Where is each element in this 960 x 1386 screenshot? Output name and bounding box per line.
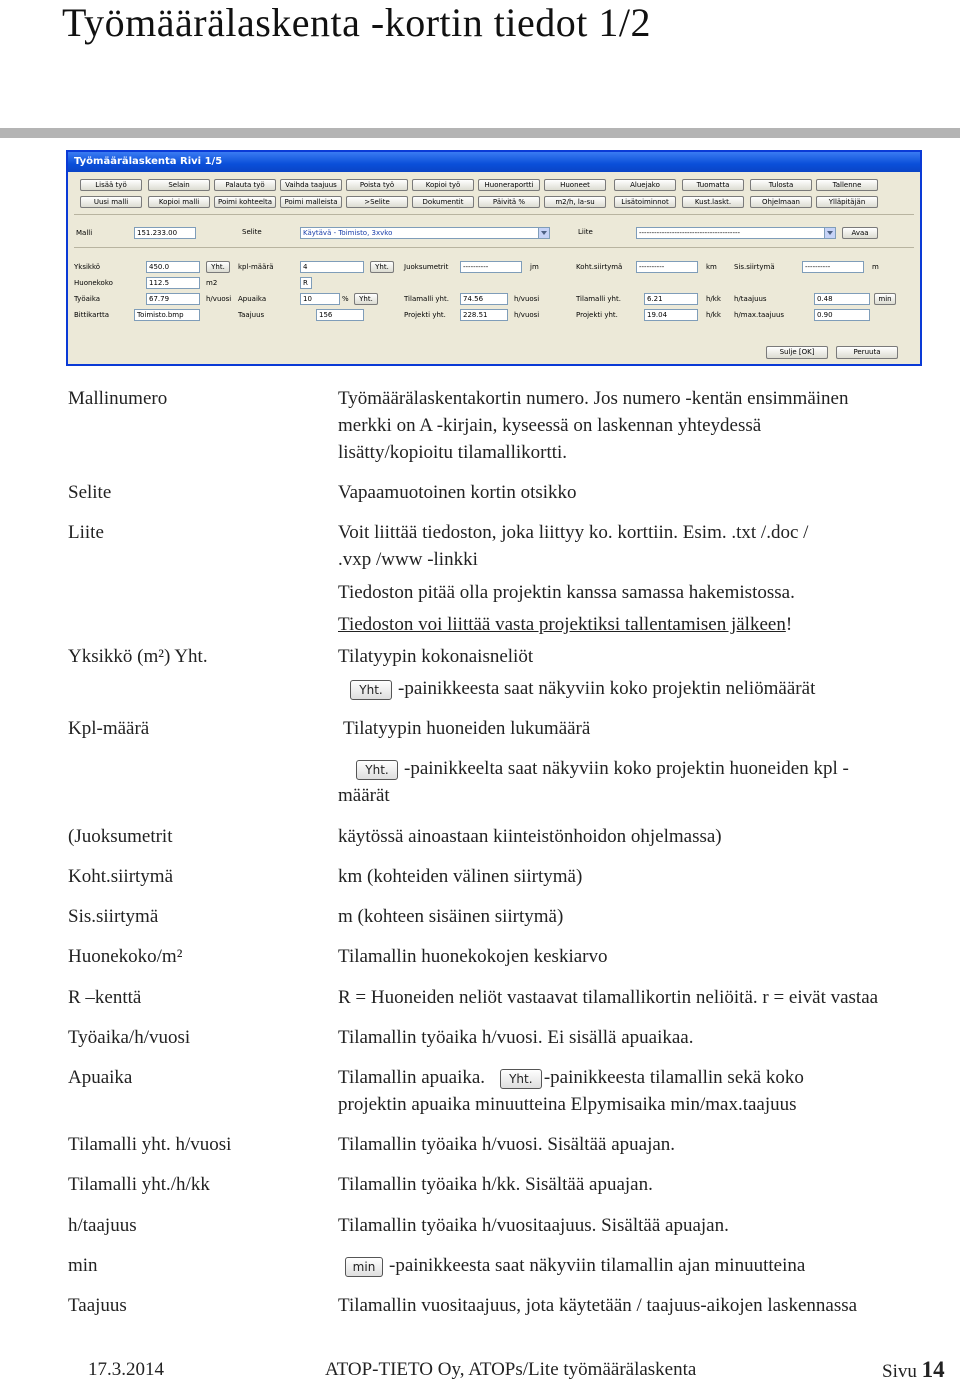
dialog-divider bbox=[74, 214, 914, 215]
desc-kpl-line1: Tilatyypin huoneiden lukumäärä bbox=[343, 718, 591, 739]
toolbar-button[interactable]: Päivitä % bbox=[478, 196, 540, 208]
desc-koht-siirtyma: km (kohteiden välinen siirtymä) bbox=[338, 866, 583, 887]
toolbar-button[interactable]: Poista työ bbox=[346, 179, 408, 191]
desc-liite-line3: Tiedoston pitää olla projektin kanssa samassa hakemistossa. bbox=[338, 582, 795, 603]
desc-yksikko-line2 bbox=[350, 676, 815, 702]
yksikko-label: Yksikkö bbox=[74, 263, 101, 271]
term-taajuus: Taajuus bbox=[68, 1295, 127, 1316]
desc-taajuus: Tilamallin vuositaajuus, jota käytetään / taajuus-aikojen laskennassa bbox=[338, 1295, 858, 1316]
toolbar-button[interactable]: Vaihda taajuus bbox=[280, 179, 342, 191]
desc-selite: Vapaamuotoinen kortin otsikko bbox=[338, 482, 577, 503]
term-r-kentta: R –kenttä bbox=[68, 987, 142, 1008]
taajuus-field[interactable]: 156 bbox=[316, 309, 364, 321]
term-selite: Selite bbox=[68, 482, 112, 503]
jm-unit: jm bbox=[530, 263, 539, 271]
dialog-screenshot bbox=[66, 150, 922, 366]
desc-min bbox=[345, 1253, 805, 1279]
desc-mallinumero-line2: merkki on A -kirjain, kyseessä on laskennan yhteydessä bbox=[338, 415, 762, 436]
taajuus-label: Taajuus bbox=[238, 311, 265, 319]
toolbar-button[interactable]: Lisätoiminnot bbox=[614, 196, 676, 208]
toolbar-button[interactable]: Huoneet bbox=[544, 179, 606, 191]
selite-label: Selite bbox=[242, 228, 262, 236]
toolbar-button[interactable]: Huoneraportti bbox=[478, 179, 540, 191]
desc-juoksumetrit: käytössä ainoastaan kiinteistönhoidon ohjelmassa) bbox=[338, 826, 722, 847]
percent-unit: % bbox=[342, 295, 349, 303]
apuaika-field[interactable]: 10 bbox=[300, 293, 340, 305]
bittikartta-label: Bittikartta bbox=[74, 311, 110, 319]
toolbar-button[interactable]: Ylläpitäjän bbox=[816, 196, 878, 208]
toolbar-button[interactable]: Ohjelmaan bbox=[750, 196, 812, 208]
desc-tyoaika: Tilamallin työaika h/vuosi. Ei sisällä apuaikaa. bbox=[338, 1027, 694, 1048]
m2-unit: m2 bbox=[206, 279, 218, 287]
koht-siirtyma-label: Koht.siirtymä bbox=[576, 263, 623, 271]
yht-button[interactable]: Yht. bbox=[354, 293, 378, 305]
selite-select[interactable] bbox=[300, 227, 550, 239]
term-juoksumetrit: (Juoksumetrit bbox=[68, 826, 173, 847]
term-koht-siirtyma: Koht.siirtymä bbox=[68, 866, 174, 887]
term-tyoaika: Työaika/h/vuosi bbox=[68, 1027, 191, 1048]
hkk-unit: h/kk bbox=[706, 295, 721, 303]
term-mallinumero: Mallinumero bbox=[68, 388, 168, 409]
hmaxtaajuus-label: h/max.taajuus bbox=[734, 311, 785, 319]
projekti-label: Projekti yht. bbox=[576, 311, 618, 319]
kpl-label: kpl-määrä bbox=[238, 263, 274, 271]
term-min: min bbox=[68, 1255, 98, 1276]
term-yksikko: Yksikkö (m²) Yht. bbox=[68, 646, 208, 667]
toolbar-button[interactable]: Lisää työ bbox=[80, 179, 142, 191]
desc-r-kentta: R = Huoneiden neliöt vastaavat tilamallikortin neliöitä. r = eivät vastaa bbox=[338, 987, 879, 1008]
dialog-title: Työmäärälaskenta Rivi 1/5 bbox=[68, 152, 920, 172]
projekti-label: Projekti yht. bbox=[404, 311, 446, 319]
toolbar-button[interactable]: Dokumentit bbox=[412, 196, 474, 208]
toolbar-button[interactable]: Poimi kohteelta bbox=[214, 196, 276, 208]
dialog-divider bbox=[74, 247, 914, 248]
malli-field[interactable]: 151.233.00 bbox=[134, 227, 196, 239]
desc-liite-note: Tiedoston voi liittää vasta projektiksi tallentamisen jälkeen bbox=[338, 614, 786, 635]
toolbar-button[interactable]: Kopioi malli bbox=[148, 196, 210, 208]
desc-yksikko-line1: Tilatyypin kokonaisneliöt bbox=[338, 646, 534, 667]
tyoaika-label: Työaika bbox=[74, 295, 101, 303]
yht-button[interactable]: Yht. bbox=[356, 760, 398, 780]
m-unit: m bbox=[872, 263, 879, 271]
term-liite: Liite bbox=[68, 522, 104, 543]
page-title: Työmäärälaskenta -kortin tiedot 1/2 bbox=[62, 0, 651, 45]
footer-title: ATOP-TIETO Oy, ATOPs/Lite työmäärälaskenta bbox=[325, 1359, 697, 1380]
desc-tilamalli-kk: Tilamallin työaika h/kk. Sisältää apuajan. bbox=[338, 1174, 653, 1195]
huonekoko-label: Huonekoko bbox=[74, 279, 113, 287]
toolbar-button[interactable]: >Selite bbox=[346, 196, 408, 208]
desc-h-taajuus: Tilamallin työaika h/vuositaajuus. Sisältää apuajan. bbox=[338, 1215, 729, 1236]
tilamalli-label: Tilamalli yht. bbox=[404, 295, 449, 303]
projekti-hvuosi-field[interactable]: 228.51 bbox=[460, 309, 508, 321]
toolbar-button[interactable]: Tallenne bbox=[816, 179, 878, 191]
hvuosi-unit: h/vuosi bbox=[514, 295, 540, 303]
desc-apuaika-text2: -painikkeesta tilamallin sekä koko bbox=[543, 1067, 804, 1088]
toolbar-button[interactable]: Tulosta bbox=[750, 179, 812, 191]
term-sis-siirtyma: Sis.siirtymä bbox=[68, 906, 159, 927]
htaajuus-field[interactable]: 0.48 bbox=[814, 293, 870, 305]
yht-button[interactable]: Yht. bbox=[206, 261, 230, 273]
koht-siirtyma-field[interactable]: ---------- bbox=[636, 261, 698, 273]
desc-min-text: -painikkeesta saat näkyviin tilamallin ajan minuutteina bbox=[389, 1255, 806, 1276]
desc-apuaika-line2: projektin apuaika minuutteina Elpymisaika min/max.taajuus bbox=[338, 1094, 797, 1115]
desc-mallinumero-line3: lisätty/kopioitu tilamallikortti. bbox=[338, 442, 568, 463]
kpl-field[interactable]: 4 bbox=[300, 261, 364, 273]
desc-tilamalli-vuosi: Tilamallin työaika h/vuosi. Sisältää apuajan. bbox=[338, 1134, 676, 1155]
peruuta-button[interactable]: Peruuta bbox=[836, 346, 898, 359]
juoksumetrit-field[interactable]: ---------- bbox=[460, 261, 522, 273]
desc-kpl-line2 bbox=[356, 756, 849, 782]
footer-date: 17.3.2014 bbox=[88, 1359, 164, 1380]
hvuosi-unit: h/vuosi bbox=[206, 295, 232, 303]
footer-page-number: 14 bbox=[921, 1357, 945, 1382]
desc-sis-siirtyma: m (kohteen sisäinen siirtymä) bbox=[338, 906, 564, 927]
term-kpl: Kpl-määrä bbox=[68, 718, 150, 739]
hkk-unit: h/kk bbox=[706, 311, 721, 319]
desc-kpl-line3: määrät bbox=[338, 785, 390, 806]
desc-mallinumero-line1: Työmäärälaskentakortin numero. Jos numero -kentän ensimmäinen bbox=[338, 388, 849, 409]
toolbar-button[interactable]: Poimi malleista bbox=[280, 196, 342, 208]
yksikko-field[interactable]: 450.0 bbox=[146, 261, 200, 273]
km-unit: km bbox=[706, 263, 717, 271]
projekti-hkk-field[interactable]: 19.04 bbox=[644, 309, 698, 321]
htaajuus-label: h/taajuus bbox=[734, 295, 767, 303]
avaa-button[interactable]: Avaa bbox=[842, 227, 878, 239]
toolbar-button[interactable]: Aluejako bbox=[614, 179, 676, 191]
footer-sivu-label: Sivu bbox=[882, 1361, 917, 1382]
term-h-taajuus: h/taajuus bbox=[68, 1215, 137, 1236]
selite-value: Käytävä - Toimisto, 3xvko bbox=[303, 229, 393, 237]
sis-siirtyma-label: Sis.siirtymä bbox=[734, 263, 775, 271]
huonekoko-field[interactable]: 112.5 bbox=[146, 277, 200, 289]
liite-select[interactable] bbox=[636, 227, 836, 239]
chevron-down-icon[interactable] bbox=[538, 228, 549, 238]
r-field[interactable]: R bbox=[300, 277, 312, 289]
yht-button[interactable]: Yht. bbox=[500, 1069, 542, 1089]
min-button[interactable]: min bbox=[345, 1257, 383, 1277]
desc-apuaika-text: Tilamallin apuaika. bbox=[338, 1067, 486, 1088]
footer-page bbox=[882, 1357, 945, 1385]
yht-button[interactable]: Yht. bbox=[350, 680, 392, 700]
term-huonekoko: Huonekoko/m² bbox=[68, 946, 183, 967]
desc-liite-line4 bbox=[338, 612, 792, 638]
toolbar-button[interactable]: Palauta työ bbox=[214, 179, 276, 191]
yht-button[interactable]: Yht. bbox=[370, 261, 394, 273]
tilamalli-hkk-field[interactable]: 6.21 bbox=[644, 293, 698, 305]
min-button[interactable]: min bbox=[874, 293, 896, 305]
apuaika-label: Apuaika bbox=[238, 295, 267, 303]
title-divider bbox=[0, 128, 960, 138]
toolbar-button[interactable]: Tuomatta bbox=[682, 179, 744, 191]
hvuosi-unit: h/vuosi bbox=[514, 311, 540, 319]
desc-apuaika-line1 bbox=[338, 1065, 804, 1091]
liite-label: Liite bbox=[578, 228, 593, 236]
desc-liite-line1: Voit liittää tiedoston, joka liittyy ko. korttiin. Esim. .txt /.doc / bbox=[338, 522, 809, 543]
liite-value: ---------------------------------------- bbox=[639, 229, 741, 237]
toolbar-button[interactable]: Kopioi työ bbox=[412, 179, 474, 191]
sis-siirtyma-field[interactable]: ---------- bbox=[802, 261, 864, 273]
desc-liite-line2: .vxp /www -linkki bbox=[338, 549, 478, 570]
juoksumetrit-label: Juoksumetrit bbox=[404, 263, 449, 271]
toolbar-button[interactable]: m2/h, la-su bbox=[544, 196, 606, 208]
malli-label: Malli bbox=[76, 229, 93, 237]
tilamalli-label: Tilamalli yht. bbox=[576, 295, 621, 303]
term-apuaika: Apuaika bbox=[68, 1067, 133, 1088]
desc-yksikko-text: -painikkeesta saat näkyviin koko projektin neliömäärät bbox=[398, 678, 816, 699]
chevron-down-icon[interactable] bbox=[824, 228, 835, 238]
sulje-ok-button[interactable]: Sulje [OK] bbox=[766, 346, 828, 359]
term-tilamalli-kk: Tilamalli yht./h/kk bbox=[68, 1174, 210, 1195]
hmaxtaajuus-field[interactable]: 0.90 bbox=[814, 309, 870, 321]
term-tilamalli-vuosi: Tilamalli yht. h/vuosi bbox=[68, 1134, 232, 1155]
desc-kpl-text: -painikkeelta saat näkyviin koko projektin huoneiden kpl - bbox=[404, 758, 849, 779]
desc-huonekoko: Tilamallin huonekokojen keskiarvo bbox=[338, 946, 608, 967]
toolbar-button[interactable]: Kust.laskt. bbox=[682, 196, 744, 208]
tyoaika-field[interactable]: 67.79 bbox=[146, 293, 200, 305]
bittikartta-field[interactable]: Toimisto.bmp bbox=[134, 309, 200, 321]
desc-liite-exclaim: ! bbox=[785, 614, 793, 635]
toolbar-button[interactable]: Uusi malli bbox=[80, 196, 142, 208]
toolbar-button[interactable]: Selain bbox=[148, 179, 210, 191]
tilamalli-hvuosi-field[interactable]: 74.56 bbox=[460, 293, 508, 305]
